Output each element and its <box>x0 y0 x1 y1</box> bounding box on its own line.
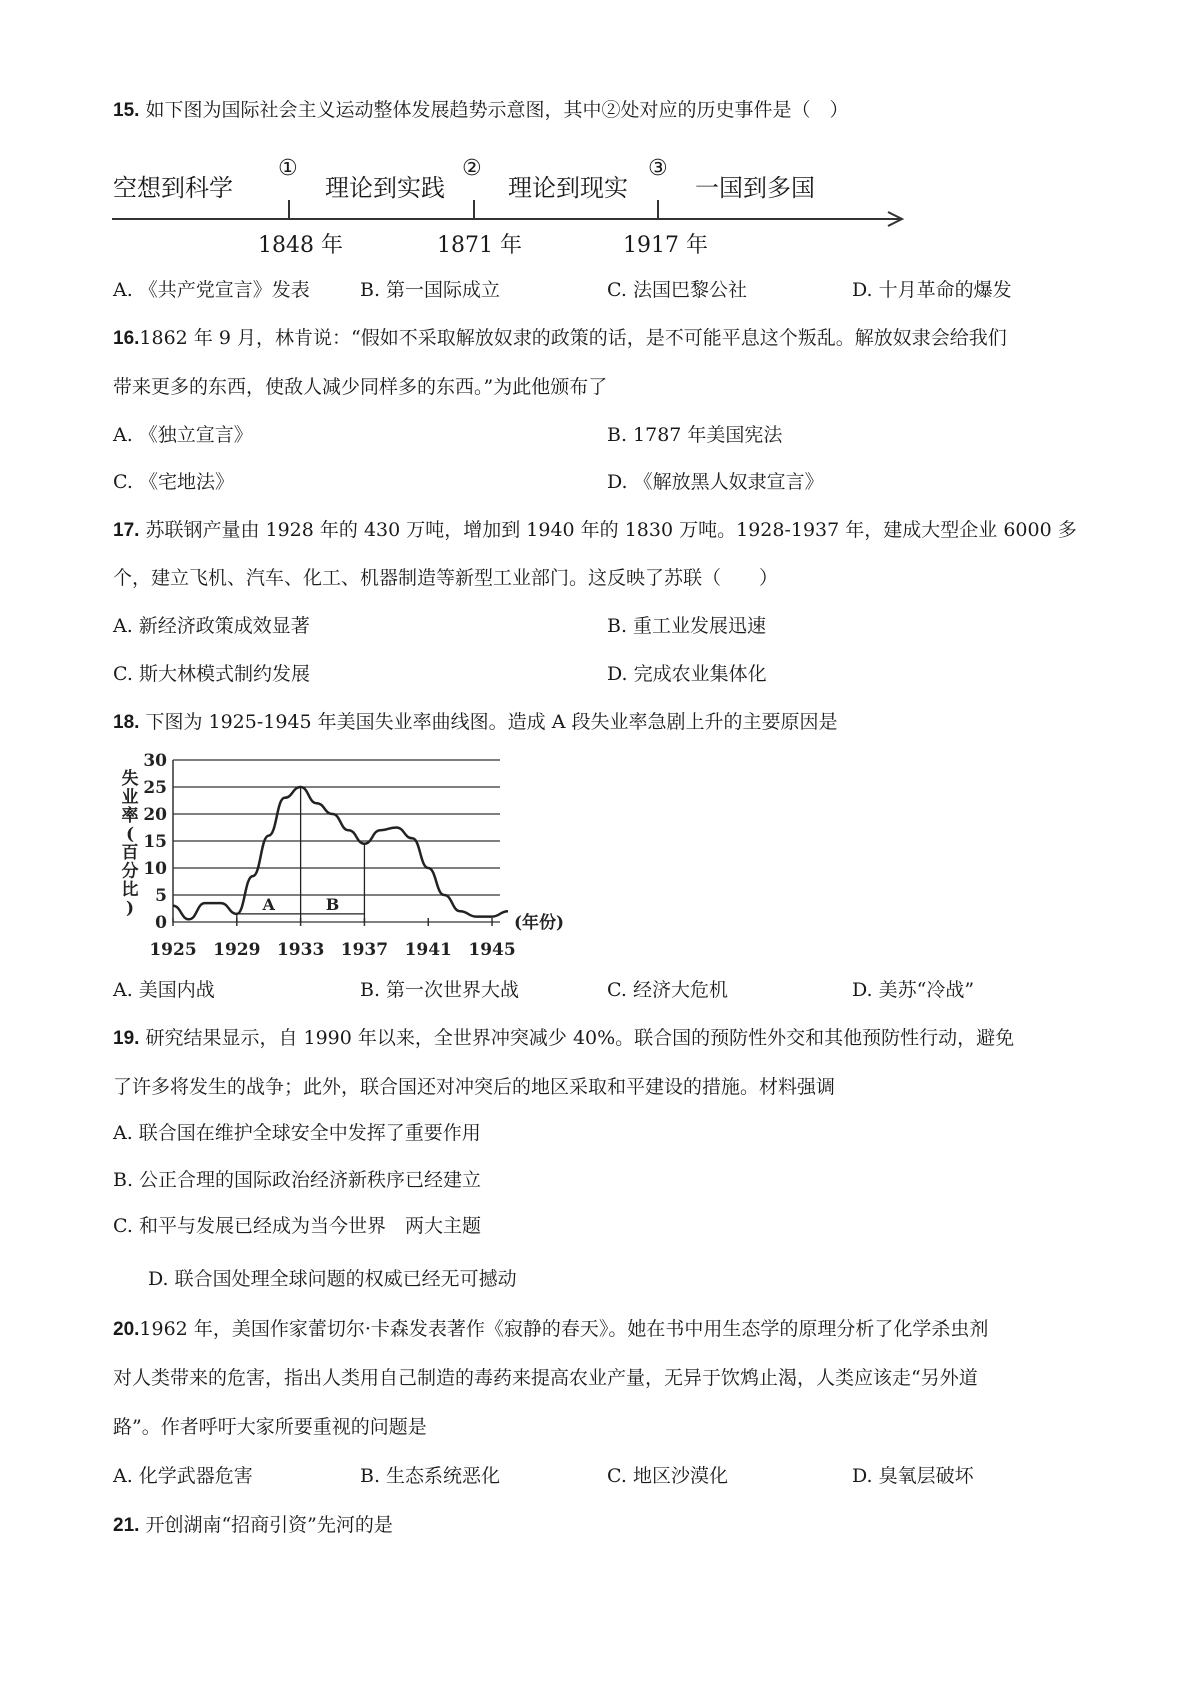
q18-stem-line <box>113 710 837 735</box>
q20-stem-line: 路”。作者呼吁大家所要重视的问题是 <box>113 1416 427 1438</box>
option-b[interactable]: B. 生态系统恶化 <box>360 1465 501 1487</box>
question-number: 17. <box>113 520 140 541</box>
y-tick-label: 0 <box>155 913 167 933</box>
x-tick-label: 1933 <box>276 940 325 960</box>
segment-label: A <box>262 894 275 914</box>
option-c[interactable]: C. 法国巴黎公社 <box>607 279 747 301</box>
option-b[interactable]: B. 重工业发展迅速 <box>607 615 767 637</box>
q15-stem-line <box>113 98 848 123</box>
y-axis-label-char: 失 <box>121 769 139 789</box>
question-number: 21. <box>113 1515 140 1536</box>
y-axis-label-char: ) <box>125 898 135 919</box>
y-tick-label: 15 <box>143 832 167 852</box>
y-axis-label-char: ( <box>125 824 135 845</box>
x-tick-label: 1945 <box>468 940 516 960</box>
x-axis-label: (年份) <box>514 913 565 933</box>
chart-segments <box>237 787 365 922</box>
question-stem: 如下图为国际社会主义运动整体发展趋势示意图，其中②处对应的历史事件是（ ） <box>145 99 849 121</box>
y-tick-label: 5 <box>155 886 167 906</box>
question-stem: 苏联钢产量由 1928 年的 430 万吨，增加到 1940 年的 1830 万吨。1928-1937 年，建成大型企业 6000 多 <box>145 519 1077 541</box>
x-tick-label: 1925 <box>149 940 197 960</box>
q16-stem-line <box>113 326 1007 351</box>
q19-stem-line <box>113 1026 1014 1051</box>
option-b[interactable]: B. 公正合理的国际政治经济新秩序已经建立 <box>113 1169 482 1191</box>
question-number: 15. <box>113 100 140 121</box>
option-b[interactable]: B. 第一次世界大战 <box>360 979 520 1001</box>
question-stem: 研究结果显示，自 1990 年以来，全世界冲突减少 40%。联合国的预防性外交和其他预防性行动，避免 <box>145 1027 1015 1049</box>
q17-stem-line <box>113 518 1077 543</box>
timeline-year: 1917 年 <box>623 233 708 258</box>
option-d[interactable]: D. 十月革命的爆发 <box>852 279 1012 301</box>
question-number: 18. <box>113 712 140 733</box>
option-d[interactable]: D. 臭氧层破坏 <box>852 1465 974 1487</box>
option-a[interactable]: A. 《独立宣言》 <box>113 424 253 446</box>
timeline-marker: ③ <box>648 156 668 181</box>
question-stem: 下图为 1925-1945 年美国失业率曲线图。造成 A 段失业率急剧上升的主要原因是 <box>145 711 838 733</box>
timeline-stage: 一国到多国 <box>695 174 815 202</box>
timeline-stage: 理论到现实 <box>508 174 628 202</box>
question-number: 16. <box>113 328 140 349</box>
question-number: 19. <box>113 1028 140 1049</box>
option-d[interactable]: D. 《解放黑人奴隶宣言》 <box>607 471 824 493</box>
option-c[interactable]: C. 《宅地法》 <box>113 471 234 493</box>
x-tick-label: 1929 <box>213 940 261 960</box>
timeline-stage: 理论到实践 <box>325 174 445 202</box>
timeline-year: 1848 年 <box>258 233 343 258</box>
option-b[interactable]: B. 1787 年美国宪法 <box>607 424 783 446</box>
option-c[interactable]: C. 地区沙漠化 <box>607 1465 728 1487</box>
option-d[interactable]: D. 美苏“冷战” <box>852 979 975 1001</box>
y-tick-label: 25 <box>143 778 167 798</box>
option-a[interactable]: A. 联合国在维护全球安全中发挥了重要作用 <box>113 1122 481 1144</box>
option-c[interactable]: C. 斯大林模式制约发展 <box>113 663 310 685</box>
unemployment-series-line <box>173 787 508 919</box>
y-tick-labels <box>143 751 167 933</box>
question-stem: 1862 年 9 月，林肯说：“假如不采取解放奴隶的政策的话，是不可能平息这个叛乱。解放奴隶会给我们 <box>139 327 1007 349</box>
y-tick-label: 20 <box>143 805 167 825</box>
question-stem: 1962 年，美国作家蕾切尔·卡森发表著作《寂静的春天》。她在书中用生态学的原理分析了化学杀虫剂 <box>139 1318 989 1340</box>
timeline-marker: ② <box>462 156 482 181</box>
option-c[interactable]: C. 经济大危机 <box>607 979 728 1001</box>
q20-stem-line <box>113 1317 988 1342</box>
x-tick-labels <box>149 940 515 960</box>
q16-stem-line: 带来更多的东西，使敌人减少同样多的东西。”为此他颁布了 <box>113 376 608 398</box>
option-a[interactable]: A. 新经济政策成效显著 <box>113 615 310 637</box>
timeline-year: 1871 年 <box>437 233 522 258</box>
option-a[interactable]: A. 《共产党宣言》发表 <box>113 279 310 301</box>
q20-stem-line: 对人类带来的危害，指出人类用自己制造的毒药来提高农业产量，无异于饮鸩止渴，人类应该走“另外道 <box>113 1367 978 1389</box>
option-a[interactable]: A. 美国内战 <box>113 979 215 1001</box>
x-tick-label: 1937 <box>340 940 389 960</box>
q17-stem-line: 个，建立飞机、汽车、化工、机器制造等新型工业部门。这反映了苏联（ ） <box>113 567 779 589</box>
y-tick-label: 10 <box>143 859 167 879</box>
question-stem: 开创湖南“招商引资”先河的是 <box>145 1514 393 1536</box>
option-d[interactable]: D. 完成农业集体化 <box>607 663 767 685</box>
timeline-axis <box>100 180 920 230</box>
y-axis-label-char: 分 <box>121 861 139 882</box>
timeline-stage: 空想到科学 <box>113 174 233 202</box>
option-b[interactable]: B. 第一国际成立 <box>360 279 501 301</box>
option-c[interactable]: C. 和平与发展已经成为当今世界 两大主题 <box>113 1215 481 1237</box>
segment-label: B <box>325 894 340 914</box>
question-number: 20. <box>113 1319 140 1340</box>
y-axis-label-char: 率 <box>121 806 139 826</box>
y-axis-label <box>122 768 139 919</box>
y-tick-label: 30 <box>143 751 167 771</box>
unemployment-chart <box>108 748 578 968</box>
y-axis-label-char: 业 <box>121 787 139 808</box>
x-tick-label: 1941 <box>404 940 452 960</box>
y-axis-label-char: 比 <box>121 880 139 900</box>
y-axis-label-char: 百 <box>121 843 139 863</box>
option-d[interactable]: D. 联合国处理全球问题的权威已经无可撼动 <box>148 1268 517 1290</box>
q19-stem-line: 了许多将发生的战争；此外，联合国还对冲突后的地区采取和平建设的措施。材料强调 <box>113 1076 836 1098</box>
option-a[interactable]: A. 化学武器危害 <box>113 1465 253 1487</box>
timeline-marker: ① <box>278 156 298 181</box>
q21-stem-line <box>113 1513 393 1538</box>
